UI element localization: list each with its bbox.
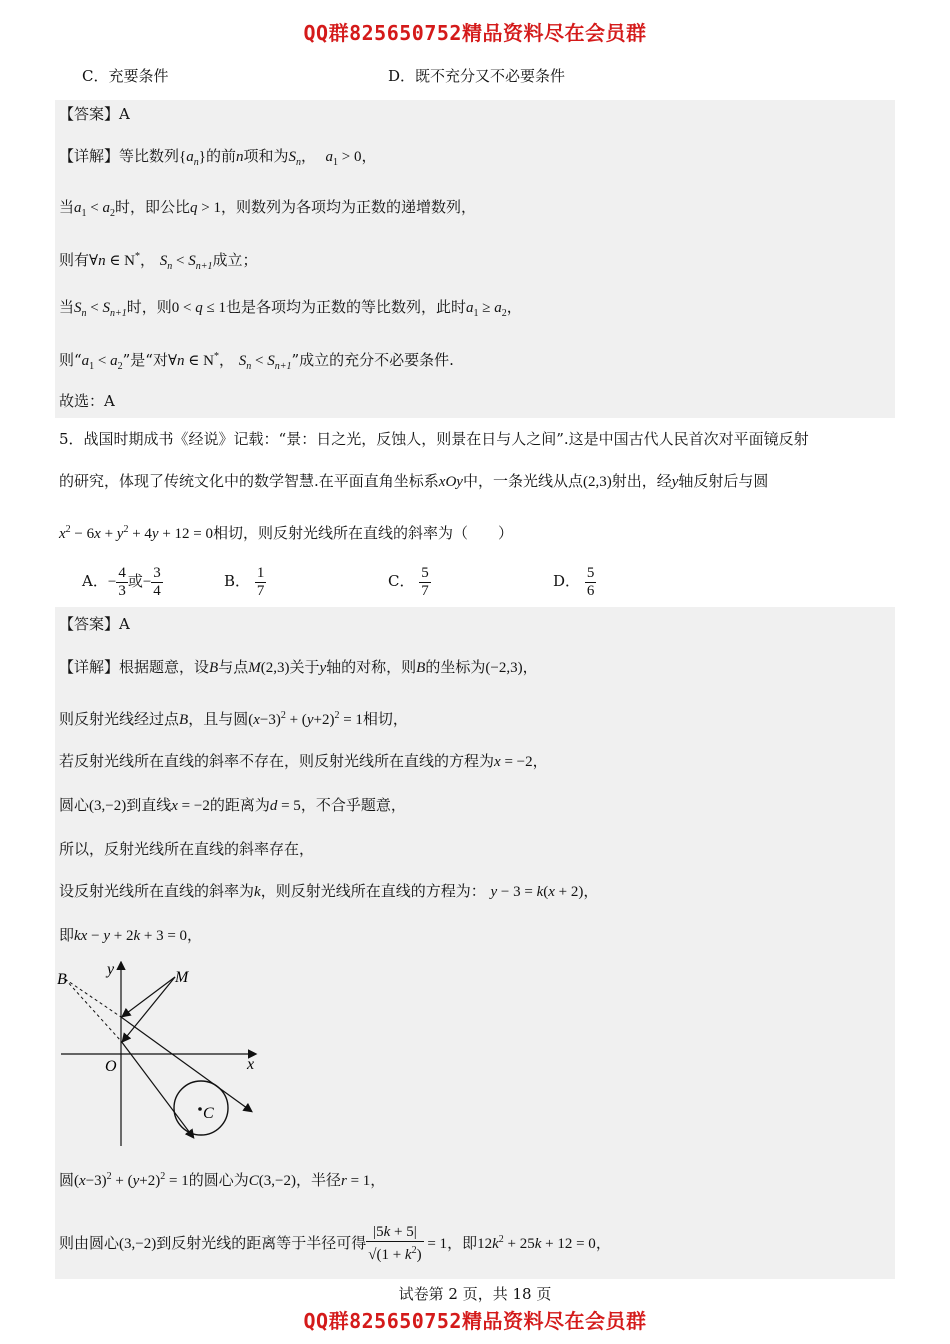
reflected-ray [121, 1017, 251, 1111]
solution-line: 则“$a_1 < a_2$”是“对∀n ∈ N*， $S_n < S_{n+1}$”成立的充分不必要条件. [59, 351, 454, 372]
incident-ray [123, 977, 175, 1041]
option-a: A．− $\frac{4}{3}$ 或− $\frac{3}{4}$ [82, 564, 161, 599]
question-5-line: $x^2 - 6x + y^2 + 4y + 12 = 0$相切，则反射光线所在直线的斜率为（ ） [59, 524, 514, 542]
label-c: C [203, 1105, 214, 1122]
solution-line: 即kx − y + 2k + 3 = 0， [59, 926, 203, 944]
label-m: M [175, 969, 189, 986]
answer-label: 【答案】A [59, 105, 130, 123]
option-d: D．既不充分又不必要条件 [388, 67, 566, 85]
answer-label: 【答案】A [59, 615, 130, 633]
geometry-figure [57, 961, 259, 1146]
solution-line: 【详解】等比数列$\{a_n\}$的前n项和为$S_n$， $a_1 > 0$， [59, 147, 377, 168]
solution-line: 【详解】根据题意，设B与点M(2,3)关于y轴的对称，则B的坐标为(−2,3)， [59, 658, 538, 676]
solution-line: 圆心(3,−2)到直线x = −2的距离为d = 5，不合乎题意， [59, 796, 406, 814]
question-5-line: 5．战国时期成书《经说》记载：“景：日之光，反蚀人，则景在日与人之间”.这是中国古代人民首次对平面镜反射 [59, 430, 809, 448]
solution-line: 则由圆心(3,−2)到反射光线的距离等于半径可得 $\frac{|5k + 5|}{√(1 + k^2)}$ = 1，即$12k^2 + 25k + 12 = 0$， [59, 1224, 611, 1263]
label-x: x [247, 1056, 255, 1073]
solution-line: 当$S_n < S_{n+1}$时，则0 < q ≤ 1也是各项均为正数的等比数列，此时$a_1 \ge a_2$， [59, 298, 522, 319]
watermark-bottom: QQ群825650752精品资料尽在会员群 [303, 1309, 647, 1333]
label-b: B [57, 971, 67, 988]
solution-line: 则反射光线经过点B，且与圆$(x-3)^2 + (y+2)^2 = 1$相切， [59, 710, 408, 728]
center-point [198, 1107, 202, 1111]
solution-line: 设反射光线所在直线的斜率为k，则反射光线所在直线的方程为： y − 3 = k(x + 2)， [59, 882, 599, 900]
watermark-top: QQ群825650752精品资料尽在会员群 [303, 21, 647, 45]
solution-line: 则有∀n ∈ N*， $S_n < S_{n+1}$成立； [59, 251, 258, 272]
option-c: C． $\frac{5}{7}$ [388, 564, 429, 599]
solution-line: 故选：A [59, 392, 115, 410]
page-footer: 试卷第 2 页，共 18 页 [398, 1285, 552, 1303]
reflection-diagram [57, 961, 259, 1146]
option-d: D． $\frac{5}{6}$ [553, 564, 595, 599]
dashed-line [65, 979, 121, 1017]
option-c: C．充要条件 [82, 67, 169, 85]
label-o: O [105, 1058, 117, 1075]
solution-line: 所以，反射光线所在直线的斜率存在， [59, 840, 315, 858]
solution-line: 圆$(x-3)^2 + (y+2)^2 = 1$的圆心为C(3,−2)，半径r = 1， [59, 1171, 386, 1189]
solution-line: 若反射光线所在直线的斜率不存在，则反射光线所在直线的方程为x = −2， [59, 752, 548, 770]
question-5-line: 的研究，体现了传统文化中的数学智慧.在平面直角坐标系xOy中，一条光线从点(2,3)射出，经y轴反射后与圆 [59, 472, 769, 490]
label-y: y [107, 961, 115, 978]
option-b: B． $\frac{1}{7}$ [224, 564, 265, 599]
dashed-line [65, 979, 121, 1041]
solution-line: 当$a_1 < a_2$时，即公比q > 1，则数列为各项均为正数的递增数列， [59, 198, 476, 219]
incident-ray [123, 977, 175, 1016]
